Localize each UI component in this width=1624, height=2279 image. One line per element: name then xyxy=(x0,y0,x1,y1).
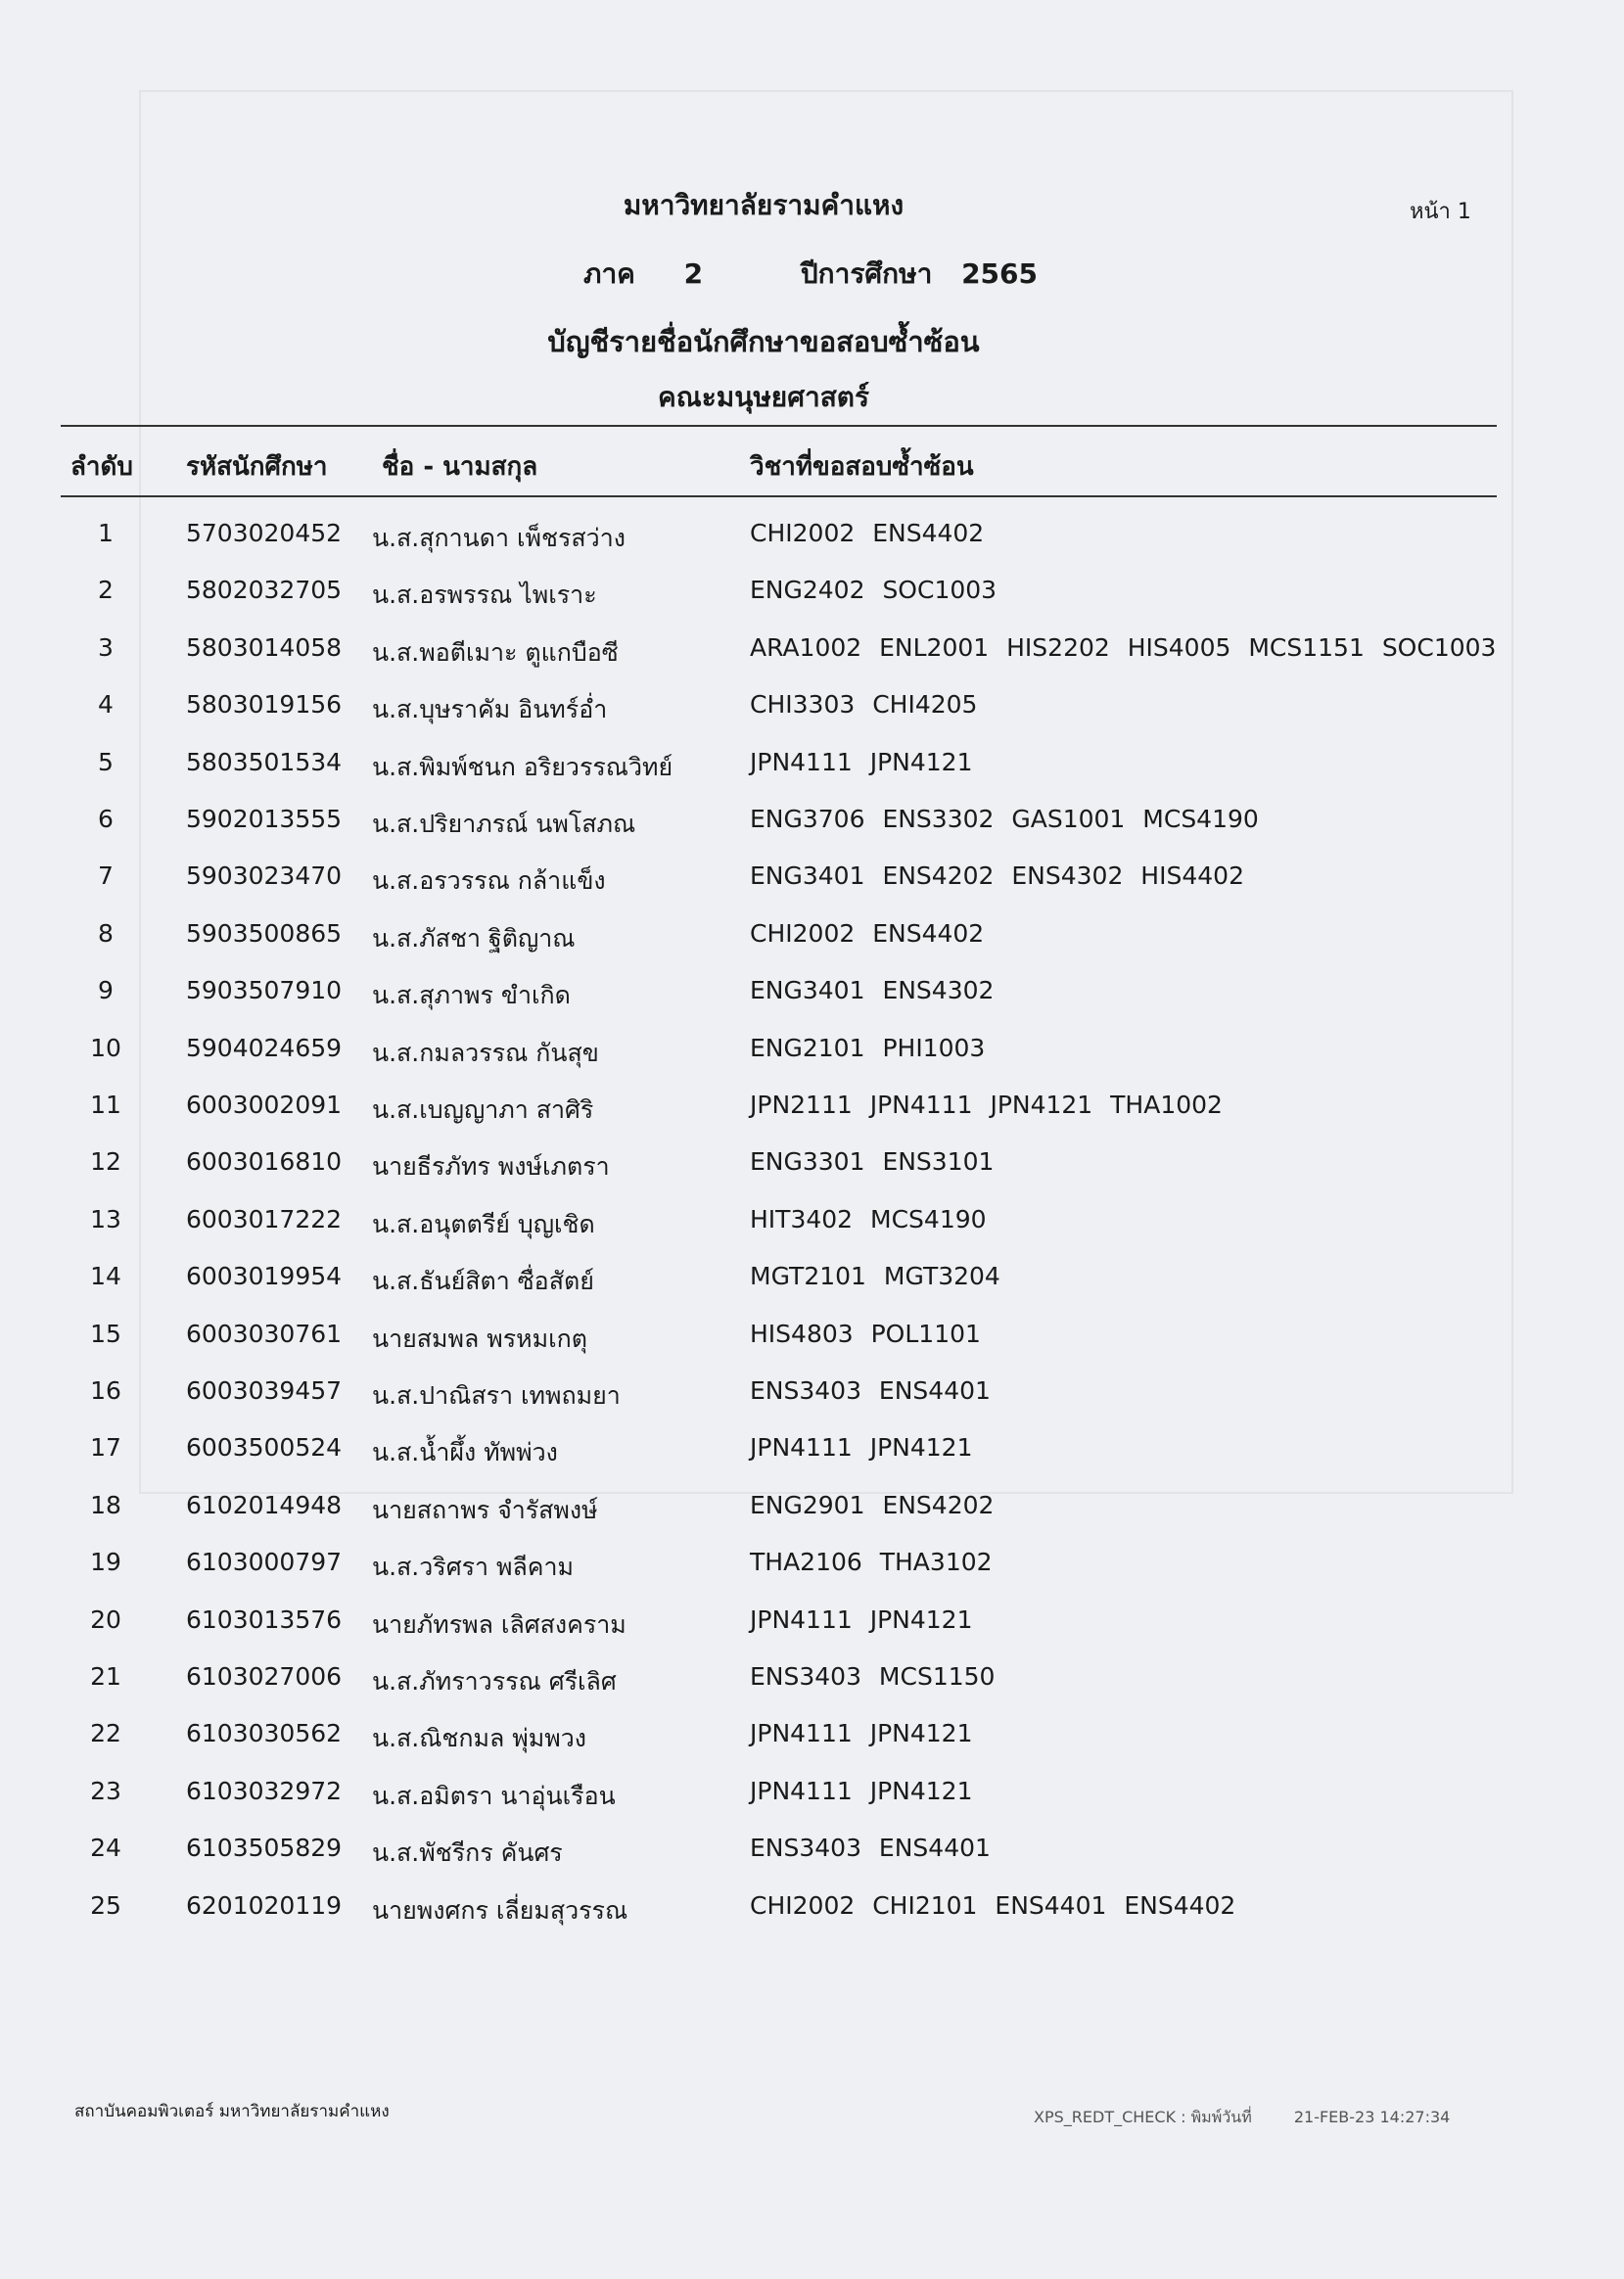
student-name: น.ส.พอตีเมาะ ตูแกบือซี xyxy=(372,637,619,667)
student-name: นายภัทรพล เลิศสงคราม xyxy=(372,1609,626,1639)
row-number: 10 xyxy=(90,1033,121,1062)
university-title: มหาวิทยาลัยรามคำแหง xyxy=(623,189,905,221)
table-row xyxy=(0,519,1624,576)
term-value: 2 xyxy=(683,257,704,290)
student-name: น.ส.พิมพ์ชนก อริยวรรณวิทย์ xyxy=(372,752,673,781)
student-name: นายสถาพร จำรัสพงษ์ xyxy=(372,1495,598,1524)
student-id: 6103013576 xyxy=(186,1605,343,1634)
student-id: 6003002091 xyxy=(186,1091,343,1119)
row-number: 25 xyxy=(90,1890,121,1920)
student-name: น.ส.กมลวรรณ กันสุข xyxy=(372,1038,599,1067)
table-row xyxy=(0,1376,1624,1433)
requested-subjects: THA2106 THA3102 xyxy=(750,1548,993,1577)
table-row xyxy=(0,861,1624,918)
student-name: น.ส.อมิตรา นาอุ่นเรือน xyxy=(372,1781,616,1810)
student-id: 5803019156 xyxy=(186,690,343,720)
student-id: 5902013555 xyxy=(186,805,343,833)
year-value: 2565 xyxy=(961,257,1038,290)
student-id: 6003030761 xyxy=(186,1319,343,1348)
column-header-no: ลำดับ xyxy=(70,452,133,482)
student-id: 5903500865 xyxy=(186,918,343,948)
requested-subjects: ENG2901 ENS4202 xyxy=(750,1490,995,1519)
table-row xyxy=(0,1605,1624,1662)
table-row xyxy=(0,748,1624,805)
row-number: 15 xyxy=(90,1319,121,1348)
student-id: 6003017222 xyxy=(186,1204,343,1233)
table-row xyxy=(0,1091,1624,1147)
requested-subjects: CHI2002 ENS4402 xyxy=(750,519,985,547)
table-row xyxy=(0,919,1624,976)
student-name: น.ส.เบญญาภา สาศิริ xyxy=(372,1095,594,1124)
requested-subjects: JPN4111 JPN4121 xyxy=(750,1719,973,1748)
student-name: น.ส.วริศรา พลีคาม xyxy=(372,1553,575,1582)
student-id: 5904024659 xyxy=(186,1033,343,1062)
table-row xyxy=(0,633,1624,690)
student-id: 6003039457 xyxy=(186,1376,343,1405)
footer-institute: สถาบันคอมพิวเตอร์ มหาวิทยาลัยรามคำแหง xyxy=(74,2102,390,2121)
table-row xyxy=(0,1034,1624,1091)
table-row xyxy=(0,1662,1624,1719)
footer-report: XPS_REDT_CHECK : พิมพ์วันที่ xyxy=(1034,2108,1252,2126)
student-name: น.ส.ปาณิสรา เทพถมยา xyxy=(372,1381,621,1410)
requested-subjects: JPN4111 JPN4121 xyxy=(750,1776,973,1805)
row-number: 14 xyxy=(90,1262,121,1291)
student-id: 6003500524 xyxy=(186,1433,343,1463)
table-row xyxy=(0,1719,1624,1776)
student-id: 5903023470 xyxy=(186,861,343,891)
requested-subjects: ENG2101 PHI1003 xyxy=(750,1033,986,1062)
row-number: 8 xyxy=(98,918,114,948)
requested-subjects: HIT3402 MCS4190 xyxy=(750,1204,987,1233)
row-number: 23 xyxy=(90,1776,121,1805)
requested-subjects: ENG3301 ENS3101 xyxy=(750,1147,995,1177)
header-rule xyxy=(61,495,1497,497)
list-title: บัญชีรายชื่อนักศึกษาขอสอบซ้ำซ้อน xyxy=(547,325,980,358)
table-row xyxy=(0,1548,1624,1605)
term-label: ภาค xyxy=(583,257,635,290)
requested-subjects: JPN4111 JPN4121 xyxy=(750,747,973,776)
row-number: 13 xyxy=(90,1204,121,1233)
requested-subjects: ENS3403 MCS1150 xyxy=(750,1662,996,1691)
column-header-subjects: วิชาที่ขอสอบซ้ำซ้อน xyxy=(750,452,974,482)
table-row xyxy=(0,1891,1624,1948)
table-row xyxy=(0,690,1624,747)
column-header-student-id: รหัสนักศึกษา xyxy=(186,452,328,482)
student-name: น.ส.สุกานดา เพ็ชรสว่าง xyxy=(372,524,626,552)
student-name: น.ส.ปริยาภรณ์ นพโสภณ xyxy=(372,810,636,838)
requested-subjects: JPN2111 JPN4111 JPN4121 THA1002 xyxy=(750,1091,1223,1119)
table-row xyxy=(0,1491,1624,1548)
row-number: 20 xyxy=(90,1605,121,1634)
student-id: 6103000797 xyxy=(186,1548,343,1577)
table-row xyxy=(0,576,1624,632)
row-number: 19 xyxy=(90,1548,121,1577)
student-name: นายธีรภัทร พงษ์เภตรา xyxy=(372,1152,610,1182)
student-id: 6003019954 xyxy=(186,1262,343,1291)
row-number: 18 xyxy=(90,1490,121,1519)
student-name: น.ส.อนุตตรีย์ บุญเชิด xyxy=(372,1209,595,1238)
footer-print-info xyxy=(1034,2106,1450,2130)
row-number: 22 xyxy=(90,1719,121,1748)
faculty-name: คณะมนุษยศาสตร์ xyxy=(657,381,869,413)
student-name: น.ส.พัชรีกร คันศร xyxy=(372,1838,563,1868)
row-number: 7 xyxy=(98,861,114,891)
student-id: 6103505829 xyxy=(186,1834,343,1863)
student-id: 6201020119 xyxy=(186,1890,343,1920)
requested-subjects: HIS4803 POL1101 xyxy=(750,1319,981,1348)
student-name: น.ส.ณิชกมล พุ่มพวง xyxy=(372,1724,586,1753)
table-row xyxy=(0,976,1624,1033)
student-name: น.ส.บุษราคัม อินทร์อ่ำ xyxy=(372,695,608,724)
top-rule xyxy=(61,425,1497,427)
student-id: 5802032705 xyxy=(186,576,343,605)
student-name: น.ส.น้ำผึ้ง ทัพพ่วง xyxy=(372,1438,558,1467)
student-name: นายพงศกร เลี่ยมสุวรรณ xyxy=(372,1895,628,1925)
student-id: 5803014058 xyxy=(186,632,343,662)
requested-subjects: ENS3403 ENS4401 xyxy=(750,1834,991,1863)
student-id: 6103027006 xyxy=(186,1662,343,1691)
requested-subjects: ENG3706 ENS3302 GAS1001 MCS4190 xyxy=(750,805,1259,833)
requested-subjects: ARA1002 ENL2001 HIS2202 HIS4005 MCS1151 SOC1003 xyxy=(750,632,1497,662)
row-number: 4 xyxy=(98,690,114,720)
row-number: 16 xyxy=(90,1376,121,1405)
row-number: 6 xyxy=(98,805,114,833)
student-id: 6102014948 xyxy=(186,1490,343,1519)
table-row xyxy=(0,805,1624,861)
student-id: 5703020452 xyxy=(186,519,343,547)
student-id: 6103032972 xyxy=(186,1776,343,1805)
requested-subjects: ENS3403 ENS4401 xyxy=(750,1376,991,1405)
year-label: ปีการศึกษา xyxy=(800,257,933,290)
row-number: 2 xyxy=(98,576,114,605)
table-row xyxy=(0,1205,1624,1262)
requested-subjects: ENG3401 ENS4302 xyxy=(750,976,995,1005)
requested-subjects: CHI2002 CHI2101 ENS4401 ENS4402 xyxy=(750,1890,1236,1920)
row-number: 3 xyxy=(98,632,114,662)
row-number: 5 xyxy=(98,747,114,776)
requested-subjects: CHI2002 ENS4402 xyxy=(750,918,985,948)
requested-subjects: CHI3303 CHI4205 xyxy=(750,690,978,720)
student-id: 5803501534 xyxy=(186,747,343,776)
student-name: น.ส.ธันย์สิตา ซื่อสัตย์ xyxy=(372,1267,594,1296)
column-header-name: ชื่อ - นามสกุล xyxy=(382,452,538,482)
student-name: น.ส.ภัสชา ฐิติญาณ xyxy=(372,923,576,953)
row-number: 12 xyxy=(90,1147,121,1177)
table-row xyxy=(0,1777,1624,1834)
table-row xyxy=(0,1834,1624,1890)
row-number: 11 xyxy=(90,1091,121,1119)
row-number: 1 xyxy=(98,519,114,547)
student-id: 6103030562 xyxy=(186,1719,343,1748)
table-row xyxy=(0,1433,1624,1490)
student-name: น.ส.สุภาพร ขำเกิด xyxy=(372,981,571,1010)
student-name: น.ส.อรวรรณ กล้าแข็ง xyxy=(372,866,606,896)
row-number: 9 xyxy=(98,976,114,1005)
table-row xyxy=(0,1320,1624,1376)
requested-subjects: ENG2402 SOC1003 xyxy=(750,576,998,605)
student-name: นายสมพล พรหมเกตุ xyxy=(372,1324,588,1353)
footer-timestamp: 21-FEB-23 14:27:34 xyxy=(1293,2108,1451,2126)
student-name: น.ส.ภัทราวรรณ ศรีเลิศ xyxy=(372,1667,617,1696)
row-number: 21 xyxy=(90,1662,121,1691)
term-year-line xyxy=(583,253,1057,296)
student-name: น.ส.อรพรรณ ไพเราะ xyxy=(372,581,597,610)
requested-subjects: ENG3401 ENS4202 ENS4302 HIS4402 xyxy=(750,861,1244,891)
table-row xyxy=(0,1262,1624,1319)
requested-subjects: JPN4111 JPN4121 xyxy=(750,1433,973,1463)
table-row xyxy=(0,1147,1624,1204)
row-number: 24 xyxy=(90,1834,121,1863)
page-number: หน้า 1 xyxy=(1410,200,1471,224)
requested-subjects: JPN4111 JPN4121 xyxy=(750,1605,973,1634)
student-id: 6003016810 xyxy=(186,1147,343,1177)
requested-subjects: MGT2101 MGT3204 xyxy=(750,1262,1000,1291)
student-id: 5903507910 xyxy=(186,976,343,1005)
row-number: 17 xyxy=(90,1433,121,1463)
